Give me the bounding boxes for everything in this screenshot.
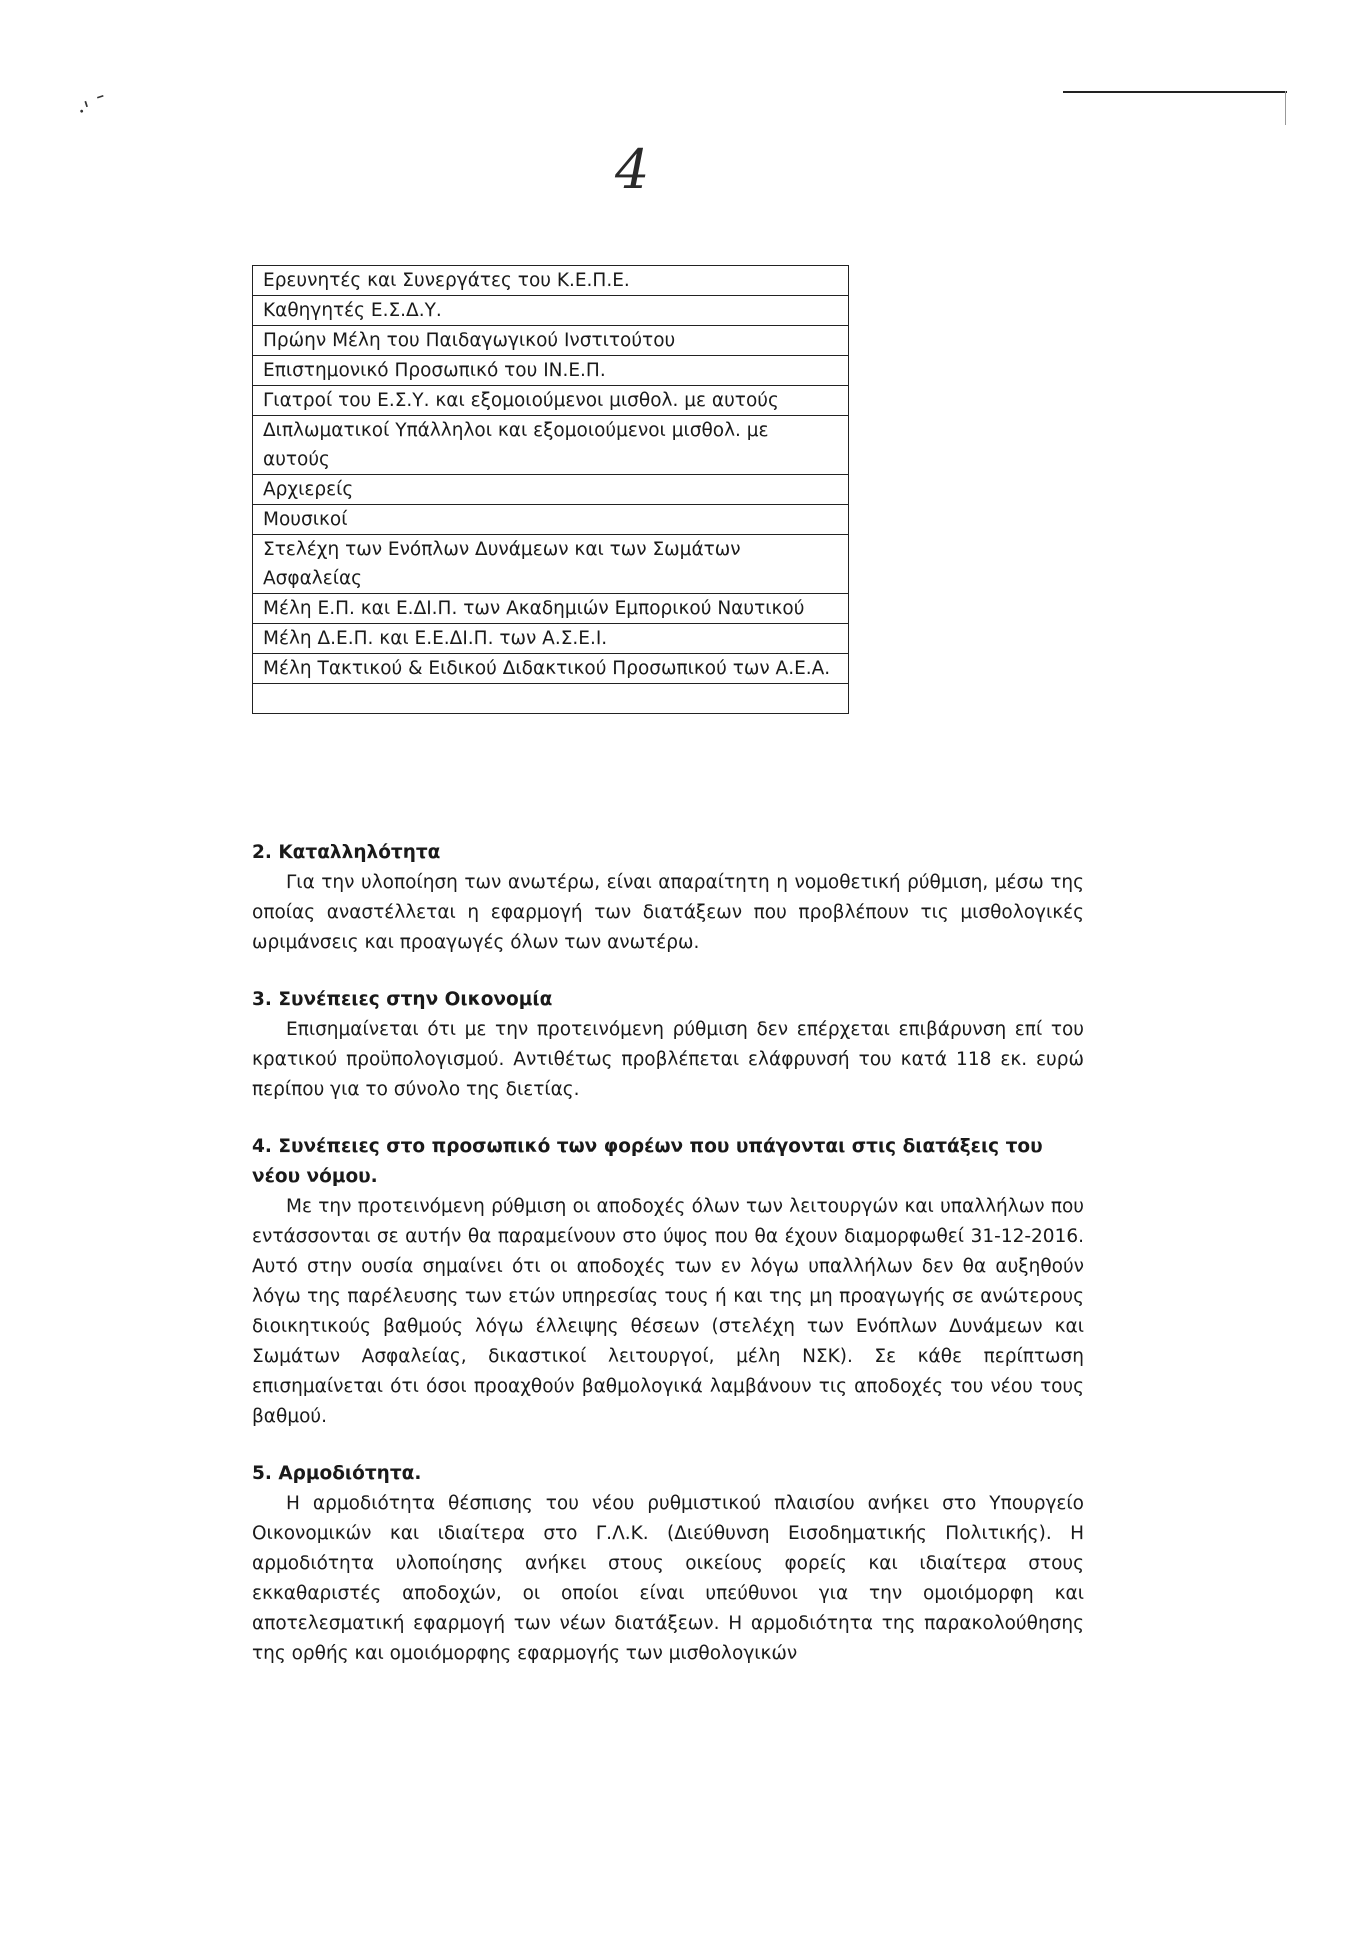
table-row-empty	[253, 684, 848, 713]
page-number: 4	[615, 138, 650, 201]
section-paragraph: Για την υλοποίηση των ανωτέρω, είναι απαραίτητη η νομοθετική ρύθμιση, μέσω της οποίας αναστέλλεται η εφαρμογή των διατάξεων που προβλέπουν τις μισθολογικές ωριμάνσεις και προαγωγές όλων των ανωτέρω.	[252, 872, 1084, 953]
top-rule-tick	[1285, 91, 1286, 125]
section-heading: 4. Συνέπειες στο προσωπικό των φορέων που υπάγονται στις διατάξεις του νέου νόμου.	[252, 1136, 1043, 1187]
table-row: Γιατροί του Ε.Σ.Υ. και εξομοιούμενοι μισθολ. με αυτούς	[253, 386, 848, 416]
section-heading: 2. Καταλληλότητα	[252, 842, 441, 863]
top-rule-line	[1063, 91, 1287, 93]
staff-categories-table	[252, 265, 849, 714]
section-heading: 5. Αρμοδιότητα.	[252, 1463, 422, 1484]
table-row: Μέλη Τακτικού & Ειδικού Διδακτικού Προσωπικού των Α.Ε.Α.	[253, 654, 848, 684]
section-suitability	[252, 838, 1084, 958]
section-heading: 3. Συνέπειες στην Οικονομία	[252, 989, 553, 1010]
section-competence	[252, 1459, 1084, 1669]
section-economy	[252, 985, 1084, 1105]
table-row: Στελέχη των Ενόπλων Δυνάμεων και των Σωμάτων Ασφαλείας	[253, 535, 848, 594]
section-paragraph: Με την προτεινόμενη ρύθμιση οι αποδοχές όλων των λειτουργών και υπαλλήλων που εντάσσονται σε αυτήν θα παραμείνουν στο ύψος που θα έχουν διαμορφωθεί 31-12-2016. Αυτό στην ουσία σημαίνει ότι οι αποδοχές των εν λόγω υπαλλήλων δεν θα αυξηθούν λόγω της παρέλευσης των ετών υπηρεσίας τους ή και της μη προαγωγής σε ανώτερους διοικητικούς βαθμούς λόγω έλλειψης θέσεων (στελέχη των Ενόπλων Δυνάμεων και Σωμάτων Ασφαλείας, δικαστικοί λειτουργοί, μέλη ΝΣΚ). Σε κάθε περίπτωση επισημαίνεται ότι όσοι προαχθούν βαθμολογικά λαμβάνουν τις αποδοχές του νέου τους βαθμού.	[252, 1196, 1084, 1427]
table-row: Αρχιερείς	[253, 475, 848, 505]
table-row: Μέλη Δ.Ε.Π. και Ε.Ε.ΔΙ.Π. των Α.Σ.Ε.Ι.	[253, 624, 848, 654]
table-row: Μέλη Ε.Π. και Ε.ΔΙ.Π. των Ακαδημιών Εμπορικού Ναυτικού	[253, 594, 848, 624]
section-paragraph: Επισημαίνεται ότι με την προτεινόμενη ρύθμιση δεν επέρχεται επιβάρυνση επί του κρατικού προϋπολογισμού. Αντιθέτως προβλέπεται ελάφρυνσή του κατά 118 εκ. ευρώ περίπου για το σύνολο της διετίας.	[252, 1019, 1084, 1100]
section-staff-consequences	[252, 1132, 1084, 1432]
corner-marks: ·' ˉ	[74, 91, 113, 126]
table-row: Πρώην Μέλη του Παιδαγωγικού Ινστιτούτου	[253, 326, 848, 356]
table-row: Ερευνητές και Συνεργάτες του Κ.Ε.Π.Ε.	[253, 266, 848, 296]
table-row: Διπλωματικοί Υπάλληλοι και εξομοιούμενοι μισθολ. με αυτούς	[253, 416, 848, 475]
table-row: Μουσικοί	[253, 505, 848, 535]
document-body	[252, 838, 1084, 1696]
table-row: Καθηγητές Ε.Σ.Δ.Υ.	[253, 296, 848, 326]
table-row: Επιστημονικό Προσωπικό του ΙΝ.Ε.Π.	[253, 356, 848, 386]
section-paragraph: Η αρμοδιότητα θέσπισης του νέου ρυθμιστικού πλαισίου ανήκει στο Υπουργείο Οικονομικών και ιδιαίτερα στο Γ.Λ.Κ. (Διεύθυνση Εισοδηματικής Πολιτικής). Η αρμοδιότητα υλοποίησης ανήκει στους οικείους φορείς και ιδιαίτερα στους εκκαθαριστές αποδοχών, οι οποίοι είναι υπεύθυνοι για την ομοιόμορφη και αποτελεσματική εφαρμογή των νέων διατάξεων. Η αρμοδιότητα της παρακολούθησης της ορθής και ομοιόμορφης εφαρμογής των μισθολογικών	[252, 1493, 1084, 1664]
